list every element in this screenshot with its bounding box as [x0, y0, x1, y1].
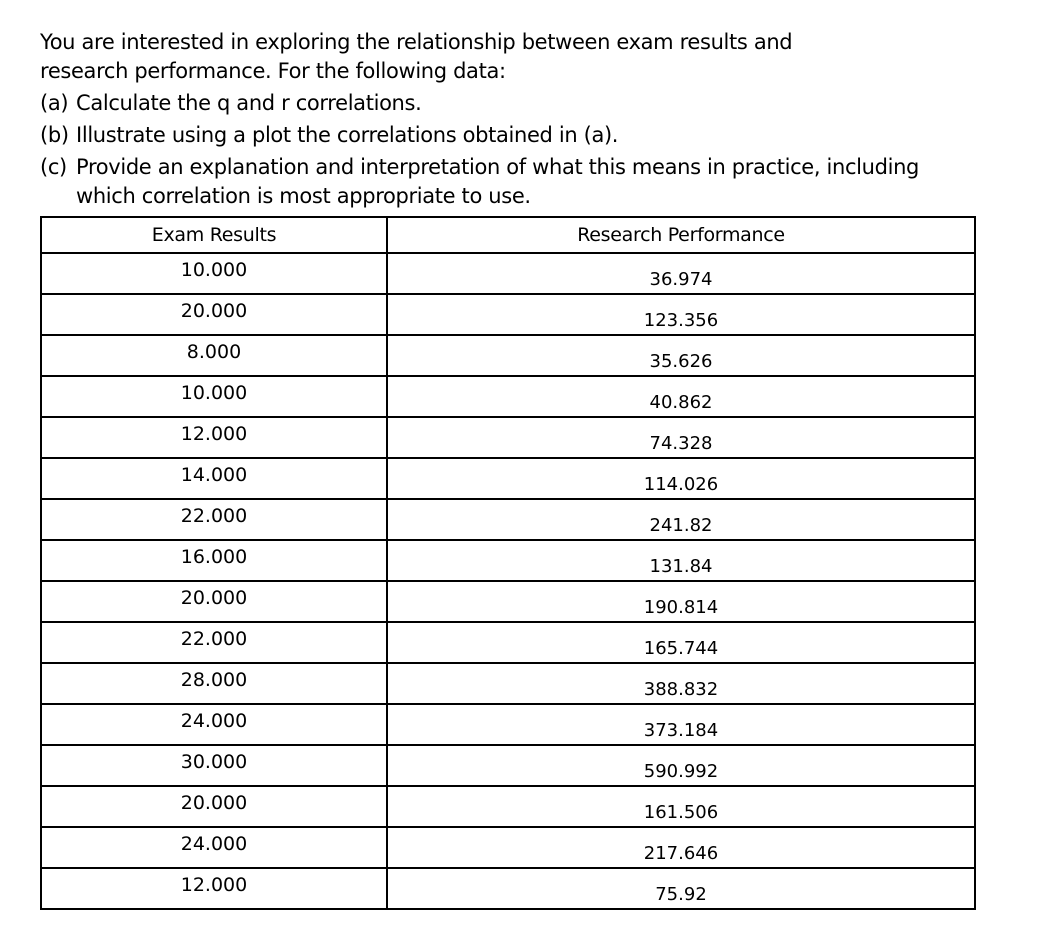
intro-line-2: research performance. For the following data:	[40, 59, 506, 83]
table-row	[41, 581, 975, 622]
exam-result-cell: 12.000	[41, 417, 387, 458]
table-row	[41, 417, 975, 458]
research-performance-cell: 74.328	[387, 417, 975, 458]
research-performance-cell: 590.992	[387, 745, 975, 786]
table-row	[41, 294, 975, 335]
exam-result-cell: 20.000	[41, 786, 387, 827]
table-row	[41, 663, 975, 704]
exam-result-cell: 30.000	[41, 745, 387, 786]
exam-result-cell: 8.000	[41, 335, 387, 376]
table-row	[41, 786, 975, 827]
exam-result-cell: 28.000	[41, 663, 387, 704]
research-performance-cell: 40.862	[387, 376, 975, 417]
item-text: Provide an explanation and interpretation of what this means in practice, including which correlation is most appropriate to use.	[76, 155, 920, 208]
item-marker: (a)	[40, 91, 69, 115]
research-performance-cell: 373.184	[387, 704, 975, 745]
research-performance-cell: 36.974	[387, 253, 975, 294]
table-row	[41, 827, 975, 868]
research-performance-cell: 131.84	[387, 540, 975, 581]
table-row	[41, 335, 975, 376]
data-table	[40, 216, 976, 910]
item-marker: (b)	[40, 123, 69, 147]
table-row	[41, 253, 975, 294]
research-performance-cell: 114.026	[387, 458, 975, 499]
research-performance-cell: 35.626	[387, 335, 975, 376]
exam-result-cell: 24.000	[41, 827, 387, 868]
question-item-b	[40, 121, 1000, 150]
research-performance-cell: 161.506	[387, 786, 975, 827]
column-header-research-performance: Research Performance	[387, 217, 975, 253]
table-row	[41, 376, 975, 417]
research-performance-cell: 217.646	[387, 827, 975, 868]
exam-result-cell: 24.000	[41, 704, 387, 745]
table-row	[41, 499, 975, 540]
table-row	[41, 868, 975, 909]
research-performance-cell: 241.82	[387, 499, 975, 540]
table-row	[41, 458, 975, 499]
question-item-a	[40, 89, 1000, 118]
item-text: Calculate the q and r correlations.	[76, 91, 422, 115]
exam-result-cell: 16.000	[41, 540, 387, 581]
table-row	[41, 745, 975, 786]
table-row	[41, 704, 975, 745]
exam-result-cell: 12.000	[41, 868, 387, 909]
question-text	[40, 28, 1000, 211]
exam-result-cell: 20.000	[41, 294, 387, 335]
exam-result-cell: 10.000	[41, 253, 387, 294]
research-performance-cell: 165.744	[387, 622, 975, 663]
research-performance-cell: 123.356	[387, 294, 975, 335]
exam-result-cell: 22.000	[41, 499, 387, 540]
column-header-exam-results: Exam Results	[41, 217, 387, 253]
intro-line-1: You are interested in exploring the relationship between exam results and	[40, 30, 793, 54]
exam-result-cell: 10.000	[41, 376, 387, 417]
exam-result-cell: 22.000	[41, 622, 387, 663]
research-performance-cell: 388.832	[387, 663, 975, 704]
exam-result-cell: 14.000	[41, 458, 387, 499]
table-row	[41, 622, 975, 663]
item-text: Illustrate using a plot the correlations obtained in (a).	[76, 123, 619, 147]
table-row	[41, 540, 975, 581]
research-performance-cell: 190.814	[387, 581, 975, 622]
item-marker: (c)	[40, 155, 67, 179]
exam-result-cell: 20.000	[41, 581, 387, 622]
research-performance-cell: 75.92	[387, 868, 975, 909]
table-header-row	[41, 217, 975, 253]
question-item-c	[40, 153, 1000, 211]
